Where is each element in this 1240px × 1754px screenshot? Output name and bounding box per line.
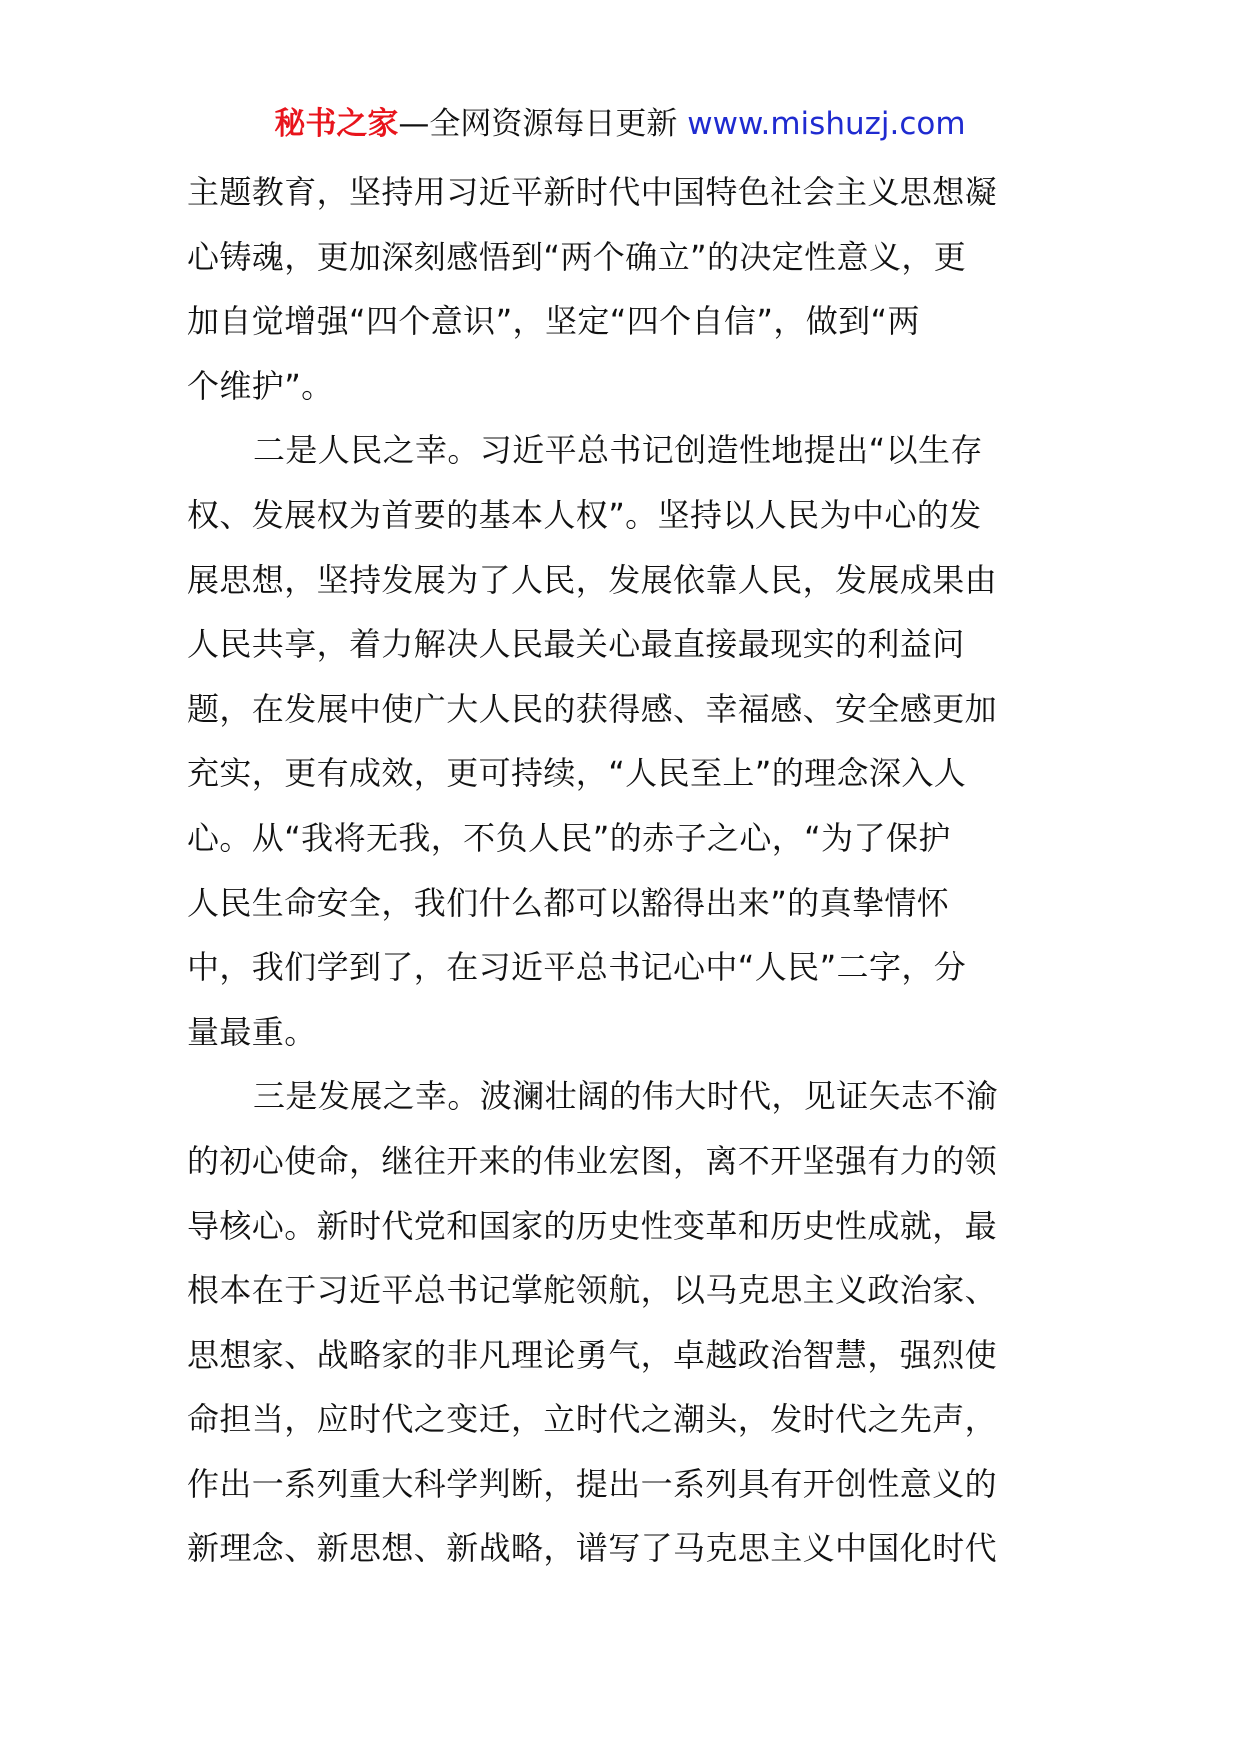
brand-name: 秘书之家 bbox=[274, 106, 399, 142]
site-url-link[interactable]: www.mishuzj.com bbox=[687, 106, 966, 142]
text-line: 主题教育，坚持用习近平新时代中国特色社会主义思想凝 bbox=[187, 173, 998, 211]
text-line: 作出一系列重大科学判断，提出一系列具有开创性意义的 bbox=[187, 1464, 998, 1503]
text-line: 中，我们学到了，在习近平总书记心中“人民”二字，分 bbox=[187, 948, 967, 987]
text-line: 加自觉增强“四个意识”，坚定“四个自信”，做到“两 bbox=[187, 302, 920, 341]
text-line: 充实，更有成效，更可持续，“人民至上”的理念深入人 bbox=[187, 754, 967, 793]
text-line: 思想家、战略家的非凡理论勇气，卓越政治智慧，强烈使 bbox=[187, 1335, 998, 1374]
header-tagline: —全网资源每日更新 bbox=[398, 106, 678, 142]
text-line: 人民生命安全，我们什么都可以豁得出来”的真挚情怀 bbox=[187, 883, 950, 922]
text-line: 新理念、新思想、新战略，谱写了马克思主义中国化时代 bbox=[187, 1529, 998, 1568]
text-line: 权、发展权为首要的基本人权”。坚持以人民为中心的发 bbox=[187, 495, 982, 534]
paragraph-start-line: 三是发展之幸。波澜壮阔的伟大时代，见证矢志不渝 bbox=[253, 1077, 999, 1116]
text-line: 题，在发展中使广大人民的获得感、幸福感、安全感更加 bbox=[187, 689, 998, 728]
text-line: 导核心。新时代党和国家的历史性变革和历史性成就，最 bbox=[187, 1206, 998, 1245]
text-line: 量最重。 bbox=[187, 1012, 317, 1051]
text-line: 心铸魂，更加深刻感悟到“两个确立”的决定性意义，更 bbox=[187, 237, 967, 276]
document-body bbox=[187, 160, 1055, 1581]
paragraph-start-line: 二是人民之幸。习近平总书记创造性地提出“以生存 bbox=[253, 431, 983, 470]
text-line: 个维护”。 bbox=[187, 366, 334, 405]
text-line: 展思想，坚持发展为了人民，发展依靠人民，发展成果由 bbox=[187, 560, 998, 599]
text-line: 心。从“我将无我，不负人民”的赤子之心，“为了保护 bbox=[187, 818, 951, 857]
text-line: 命担当，应时代之变迁，立时代之潮头，发时代之先声， bbox=[187, 1400, 998, 1439]
text-line: 的初心使命，继往开来的伟业宏图，离不开坚强有力的领 bbox=[187, 1141, 998, 1180]
text-line: 根本在于习近平总书记掌舵领航，以马克思主义政治家、 bbox=[187, 1271, 998, 1310]
text-line: 人民共享，着力解决人民最关心最直接最现实的利益问 bbox=[187, 625, 965, 664]
site-header bbox=[0, 102, 1240, 146]
